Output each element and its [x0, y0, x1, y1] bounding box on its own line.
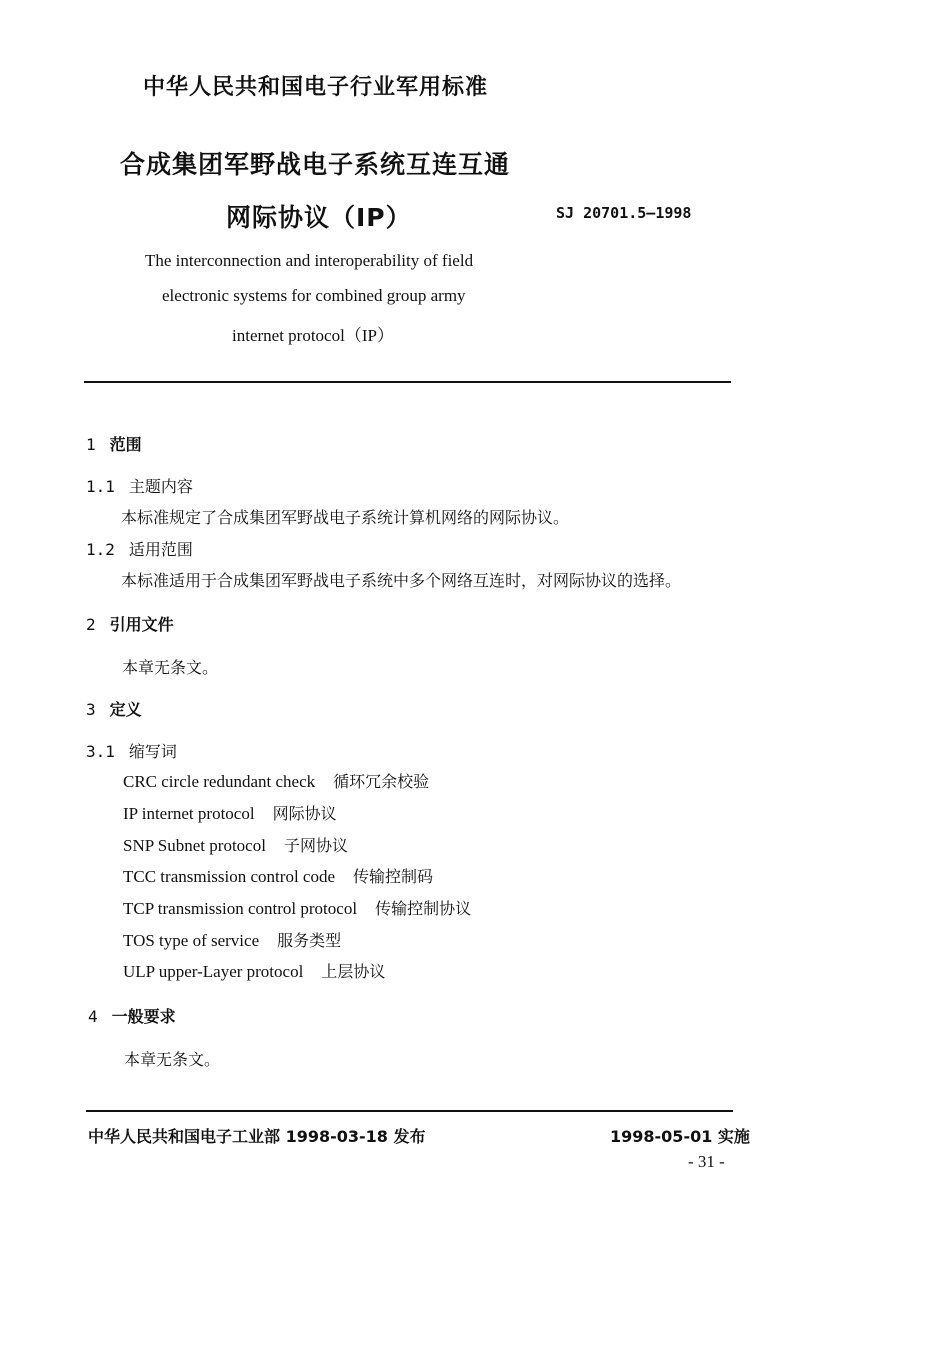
subsection-title: 缩写词 — [128, 742, 177, 761]
section-4-text: 本章无条文。 — [124, 1050, 221, 1069]
section-title: 范围 — [109, 435, 142, 454]
section-3-1-heading — [86, 739, 177, 762]
section-number: 3 — [86, 700, 96, 719]
abbreviation-row — [123, 769, 429, 792]
subsection-title: 主题内容 — [128, 477, 193, 496]
abbreviation-english: ULP upper-Layer protocol — [123, 962, 304, 981]
abbreviation-english: CRC circle redundant check — [123, 772, 316, 791]
abbreviation-chinese: 子网协议 — [283, 836, 348, 855]
section-3-heading — [86, 697, 142, 720]
section-1-1-heading — [86, 474, 193, 497]
subsection-title: 适用范围 — [128, 540, 193, 559]
abbreviation-english: TCC transmission control code — [123, 867, 336, 886]
document-title-line2: 网际协议（IP） — [226, 203, 412, 232]
english-title-line2: electronic systems for combined group army — [162, 286, 466, 305]
abbreviation-english: SNP Subnet protocol — [123, 836, 266, 855]
abbreviation-row — [123, 959, 385, 982]
section-number: 1 — [86, 435, 96, 454]
abbreviation-chinese: 传输控制协议 — [375, 899, 472, 918]
english-title-line1: The interconnection and interoperability of field — [145, 251, 474, 270]
section-number: 4 — [88, 1007, 98, 1026]
section-1-2-heading — [86, 537, 193, 560]
section-2-text: 本章无条文。 — [122, 658, 219, 677]
abbreviation-english: TOS type of service — [123, 931, 260, 950]
section-1-2-text: 本标准适用于合成集团军野战电子系统中多个网络互连时，对网际协议的选择。 — [121, 571, 682, 590]
section-1-1-text: 本标准规定了合成集团军野战电子系统计算机网络的网际协议。 — [121, 508, 570, 527]
industry-standard-heading: 中华人民共和国电子行业军用标准 — [143, 75, 489, 100]
section-2-heading — [86, 612, 174, 635]
subsection-number: 1.1 — [86, 477, 115, 496]
abbreviation-chinese: 上层协议 — [321, 962, 386, 981]
abbreviation-chinese: 传输控制码 — [353, 867, 434, 886]
section-title: 引用文件 — [109, 615, 174, 634]
abbreviation-row — [123, 928, 341, 951]
abbreviation-english: IP internet protocol — [123, 804, 255, 823]
header-divider — [84, 381, 731, 383]
english-title-line3: internet protocol（IP） — [232, 326, 394, 345]
section-4-heading — [88, 1004, 176, 1027]
standard-code: SJ 20701.5—1998 — [556, 204, 692, 222]
abbreviation-row — [123, 864, 433, 887]
subsection-number: 3.1 — [86, 742, 115, 761]
footer-divider — [86, 1110, 733, 1112]
abbreviation-row — [123, 896, 471, 919]
subsection-number: 1.2 — [86, 540, 115, 559]
section-title: 定义 — [109, 700, 142, 719]
page-number: - 31 - — [688, 1152, 725, 1171]
implementation-date: 1998-05-01 实施 — [610, 1127, 750, 1146]
abbreviation-chinese: 服务类型 — [277, 931, 342, 950]
abbreviation-row — [123, 833, 348, 856]
document-title-line1: 合成集团军野战电子系统互连互通 — [120, 150, 511, 179]
section-1-heading — [86, 432, 142, 455]
abbreviation-english: TCP transmission control protocol — [123, 899, 358, 918]
abbreviation-row — [123, 801, 337, 824]
abbreviation-chinese: 网际协议 — [272, 804, 337, 823]
section-title: 一般要求 — [111, 1007, 176, 1026]
abbreviation-chinese: 循环冗余校验 — [333, 772, 430, 791]
issue-date: 中华人民共和国电子工业部 1998-03-18 发布 — [88, 1127, 426, 1146]
section-number: 2 — [86, 615, 96, 634]
